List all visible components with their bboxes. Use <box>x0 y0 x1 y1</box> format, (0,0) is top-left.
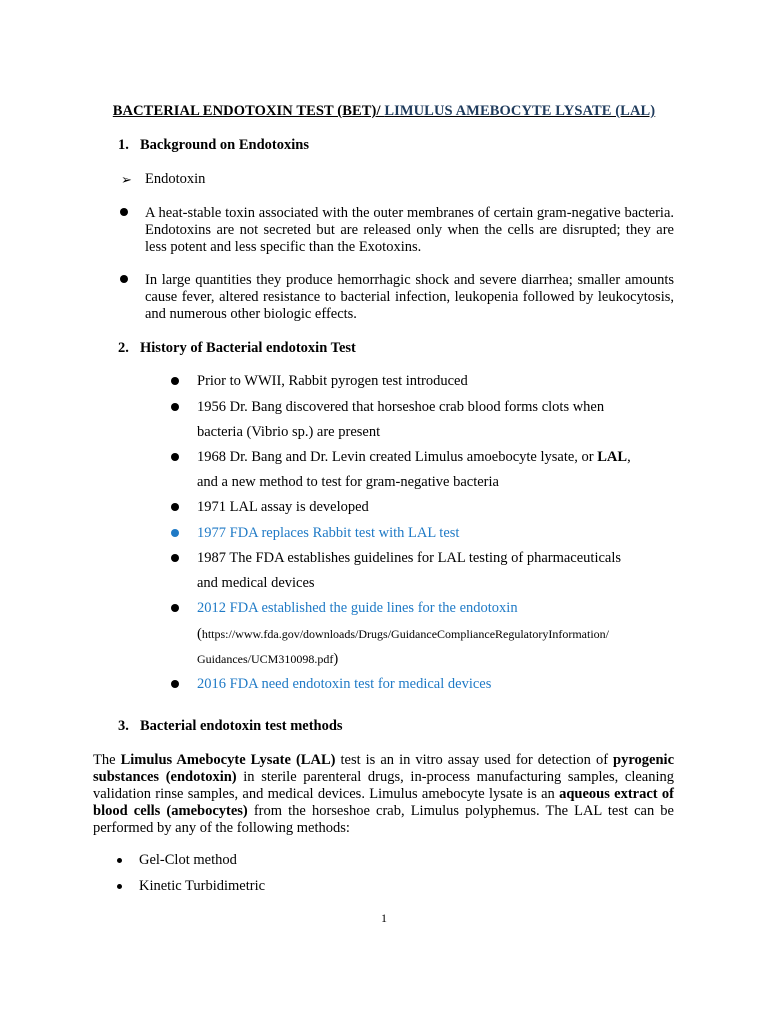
bullet-icon <box>171 680 179 688</box>
bullet-icon <box>171 453 179 461</box>
history-item: 1971 LAL assay is developed <box>197 499 369 515</box>
bullet-icon <box>171 529 179 537</box>
paragraph-effects: In large quantities they produce hemorrhagic shock and severe diarrhea; smaller amounts cause fever, altered resistance to bacterial infection, leukopenia followed by leukocytosis, and numerous other biologic effects. <box>145 272 674 322</box>
history-item-continuation: bacteria (Vibrio sp.) are present <box>197 424 381 440</box>
bullet-icon <box>171 554 179 562</box>
arrow-item-endotoxin: Endotoxin <box>145 171 206 187</box>
guidance-url-continuation[interactable]: Guidances/UCM310098.pdf) <box>197 651 339 667</box>
bullet-icon <box>171 377 179 385</box>
method-item: Gel-Clot method <box>139 852 237 868</box>
history-item-highlight: 2016 FDA need endotoxin test for medical devices <box>197 676 492 692</box>
bullet-icon <box>171 604 179 612</box>
section-heading-2: 2. History of Bacterial endotoxin Test <box>118 340 356 356</box>
arrow-bullet-icon: ➢ <box>121 172 132 187</box>
bullet-icon <box>117 884 122 889</box>
section-heading-3: 3. Bacterial endotoxin test methods <box>118 718 343 734</box>
bullet-icon <box>120 208 128 216</box>
history-item: 1987 The FDA establishes guidelines for LAL testing of pharmaceuticals <box>197 550 622 566</box>
bullet-icon <box>171 403 179 411</box>
history-item: Prior to WWII, Rabbit pyrogen test introduced <box>197 373 468 389</box>
guidance-url[interactable]: (https://www.fda.gov/downloads/Drugs/GuidanceComplianceRegulatoryInformation/ <box>197 626 609 642</box>
paragraph-definition: A heat-stable toxin associated with the outer membranes of certain gram-negative bacteria. Endotoxins are not secreted but are released only when the cells are disrupted; they are less potent and less specific than the Exotoxins. <box>145 205 674 255</box>
history-item: 1956 Dr. Bang discovered that horseshoe crab blood forms clots when <box>197 399 605 415</box>
method-item: Kinetic Turbidimetric <box>139 878 266 894</box>
history-item-highlight: 1977 FDA replaces Rabbit test with LAL test <box>197 525 460 541</box>
paragraph-lal-description: The Limulus Amebocyte Lysate (LAL) test is an in vitro assay used for detection of pyrogenic substances (endotoxin) in sterile parenteral drugs, in-process manufacturing samples, cleaning validation rinse samples, and medical devices. Limulus amebocyte lysate is an aqueous extract of blood cells (amebocytes) from the horseshoe crab, Limulus polyphemus. The LAL test can be performed by any of the following methods: <box>93 752 674 836</box>
document-title: BACTERIAL ENDOTOXIN TEST (BET)/ LIMULUS AMEBOCYTE LYSATE (LAL) <box>112 103 656 119</box>
bullet-icon <box>117 858 122 863</box>
history-item-highlight: 2012 FDA established the guide lines for the endotoxin <box>197 600 518 616</box>
bullet-icon <box>120 275 128 283</box>
page-number: 1 <box>381 911 387 925</box>
history-item: 1968 Dr. Bang and Dr. Levin created Limulus amoebocyte lysate, or LAL, <box>197 449 631 465</box>
history-item-continuation: and a new method to test for gram-negative bacteria <box>197 474 499 490</box>
history-item-continuation: and medical devices <box>197 575 315 591</box>
section-heading-1: 1. Background on Endotoxins <box>118 137 309 153</box>
bullet-icon <box>171 503 179 511</box>
